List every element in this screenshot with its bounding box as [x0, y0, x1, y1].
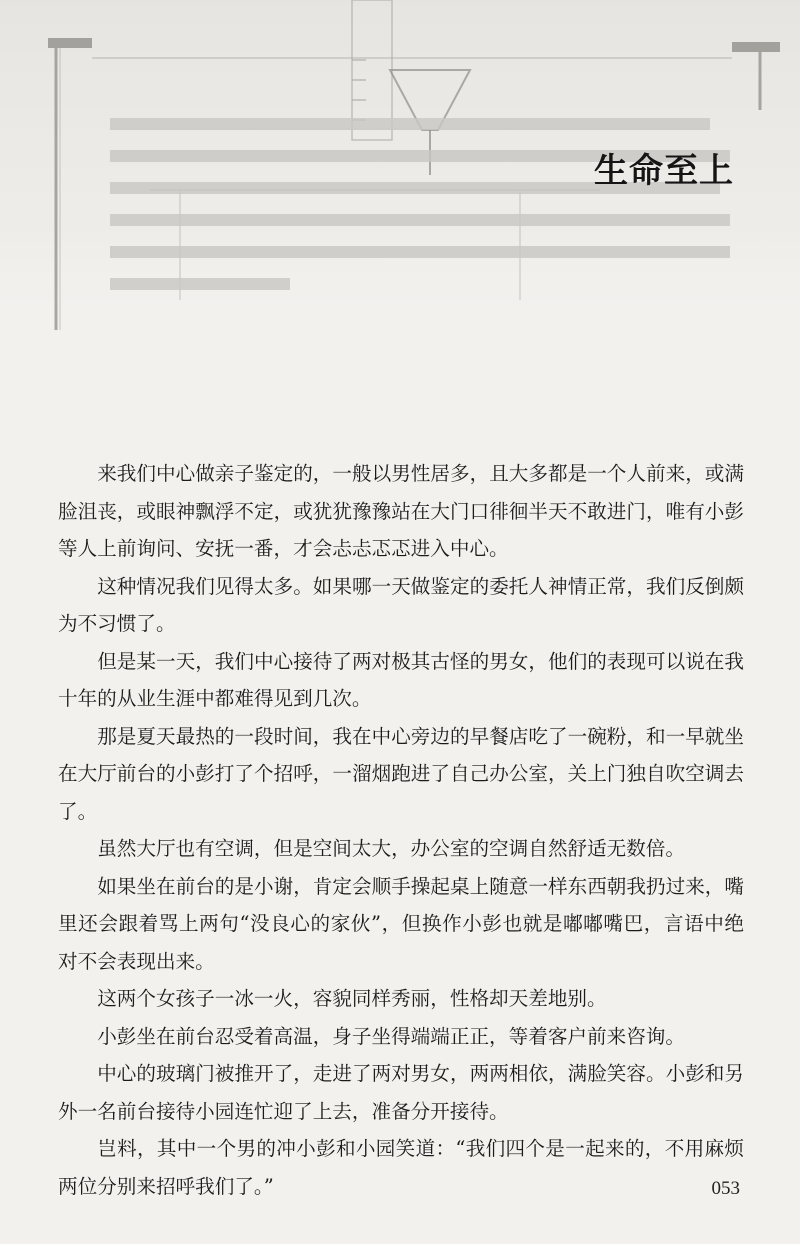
- paragraph: 如果坐在前台的是小谢，肯定会顺手操起桌上随意一样东西朝我扔过来，嘴里还会跟着骂上两句“没良心的家伙”，但换作小彭也就是嘟嘟嘴巴，言语中绝对不会表现出来。: [58, 874, 744, 973]
- paragraph: 这种情况我们见得太多。如果哪一天做鉴定的委托人神情正常，我们反倒颇为不习惯了。: [58, 574, 744, 635]
- paragraph: 这两个女孩子一冰一火，容貌同样秀丽，性格却天差地别。: [97, 987, 607, 1010]
- chapter-title: 生命至上: [594, 151, 734, 191]
- paragraph: 小彭坐在前台忍受着高温，身子坐得端端正正，等着客户前来咨询。: [97, 1024, 685, 1048]
- page-number: 053: [711, 1178, 740, 1199]
- body-text: [58, 455, 744, 1205]
- paragraph: 来我们中心做亲子鉴定的，一般以男性居多，且大多都是一个人前来，或满脸沮丧，或眼神飘浮不定，或犹犹豫豫站在大门口徘徊半天不敢进门，唯有小彭等人上前询问、安抚一番，才会忐忐忑忑进入中心。: [58, 462, 744, 560]
- paragraph: 但是某一天，我们中心接待了两对极其古怪的男女，他们的表现可以说在我十年的从业生涯中都难得见到几次。: [58, 649, 744, 710]
- paragraph: 岂料，其中一个男的冲小彭和小园笑道：“我们四个是一起来的，不用麻烦两位分别来招呼我们了。”: [58, 1137, 744, 1198]
- paragraph: 虽然大厅也有空调，但是空间太大，办公室的空调自然舒适无数倍。: [97, 837, 685, 860]
- paragraph: 那是夏天最热的一段时间，我在中心旁边的早餐店吃了一碗粉，和一早就坐在大厅前台的小彭打了个招呼，一溜烟跑进了自己办公室，关上门独自吹空调去了。: [58, 724, 744, 823]
- paragraph: 中心的玻璃门被推开了，走进了两对男女，两两相依，满脸笑容。小彭和另外一名前台接待小园连忙迎了上去，准备分开接待。: [58, 1062, 744, 1123]
